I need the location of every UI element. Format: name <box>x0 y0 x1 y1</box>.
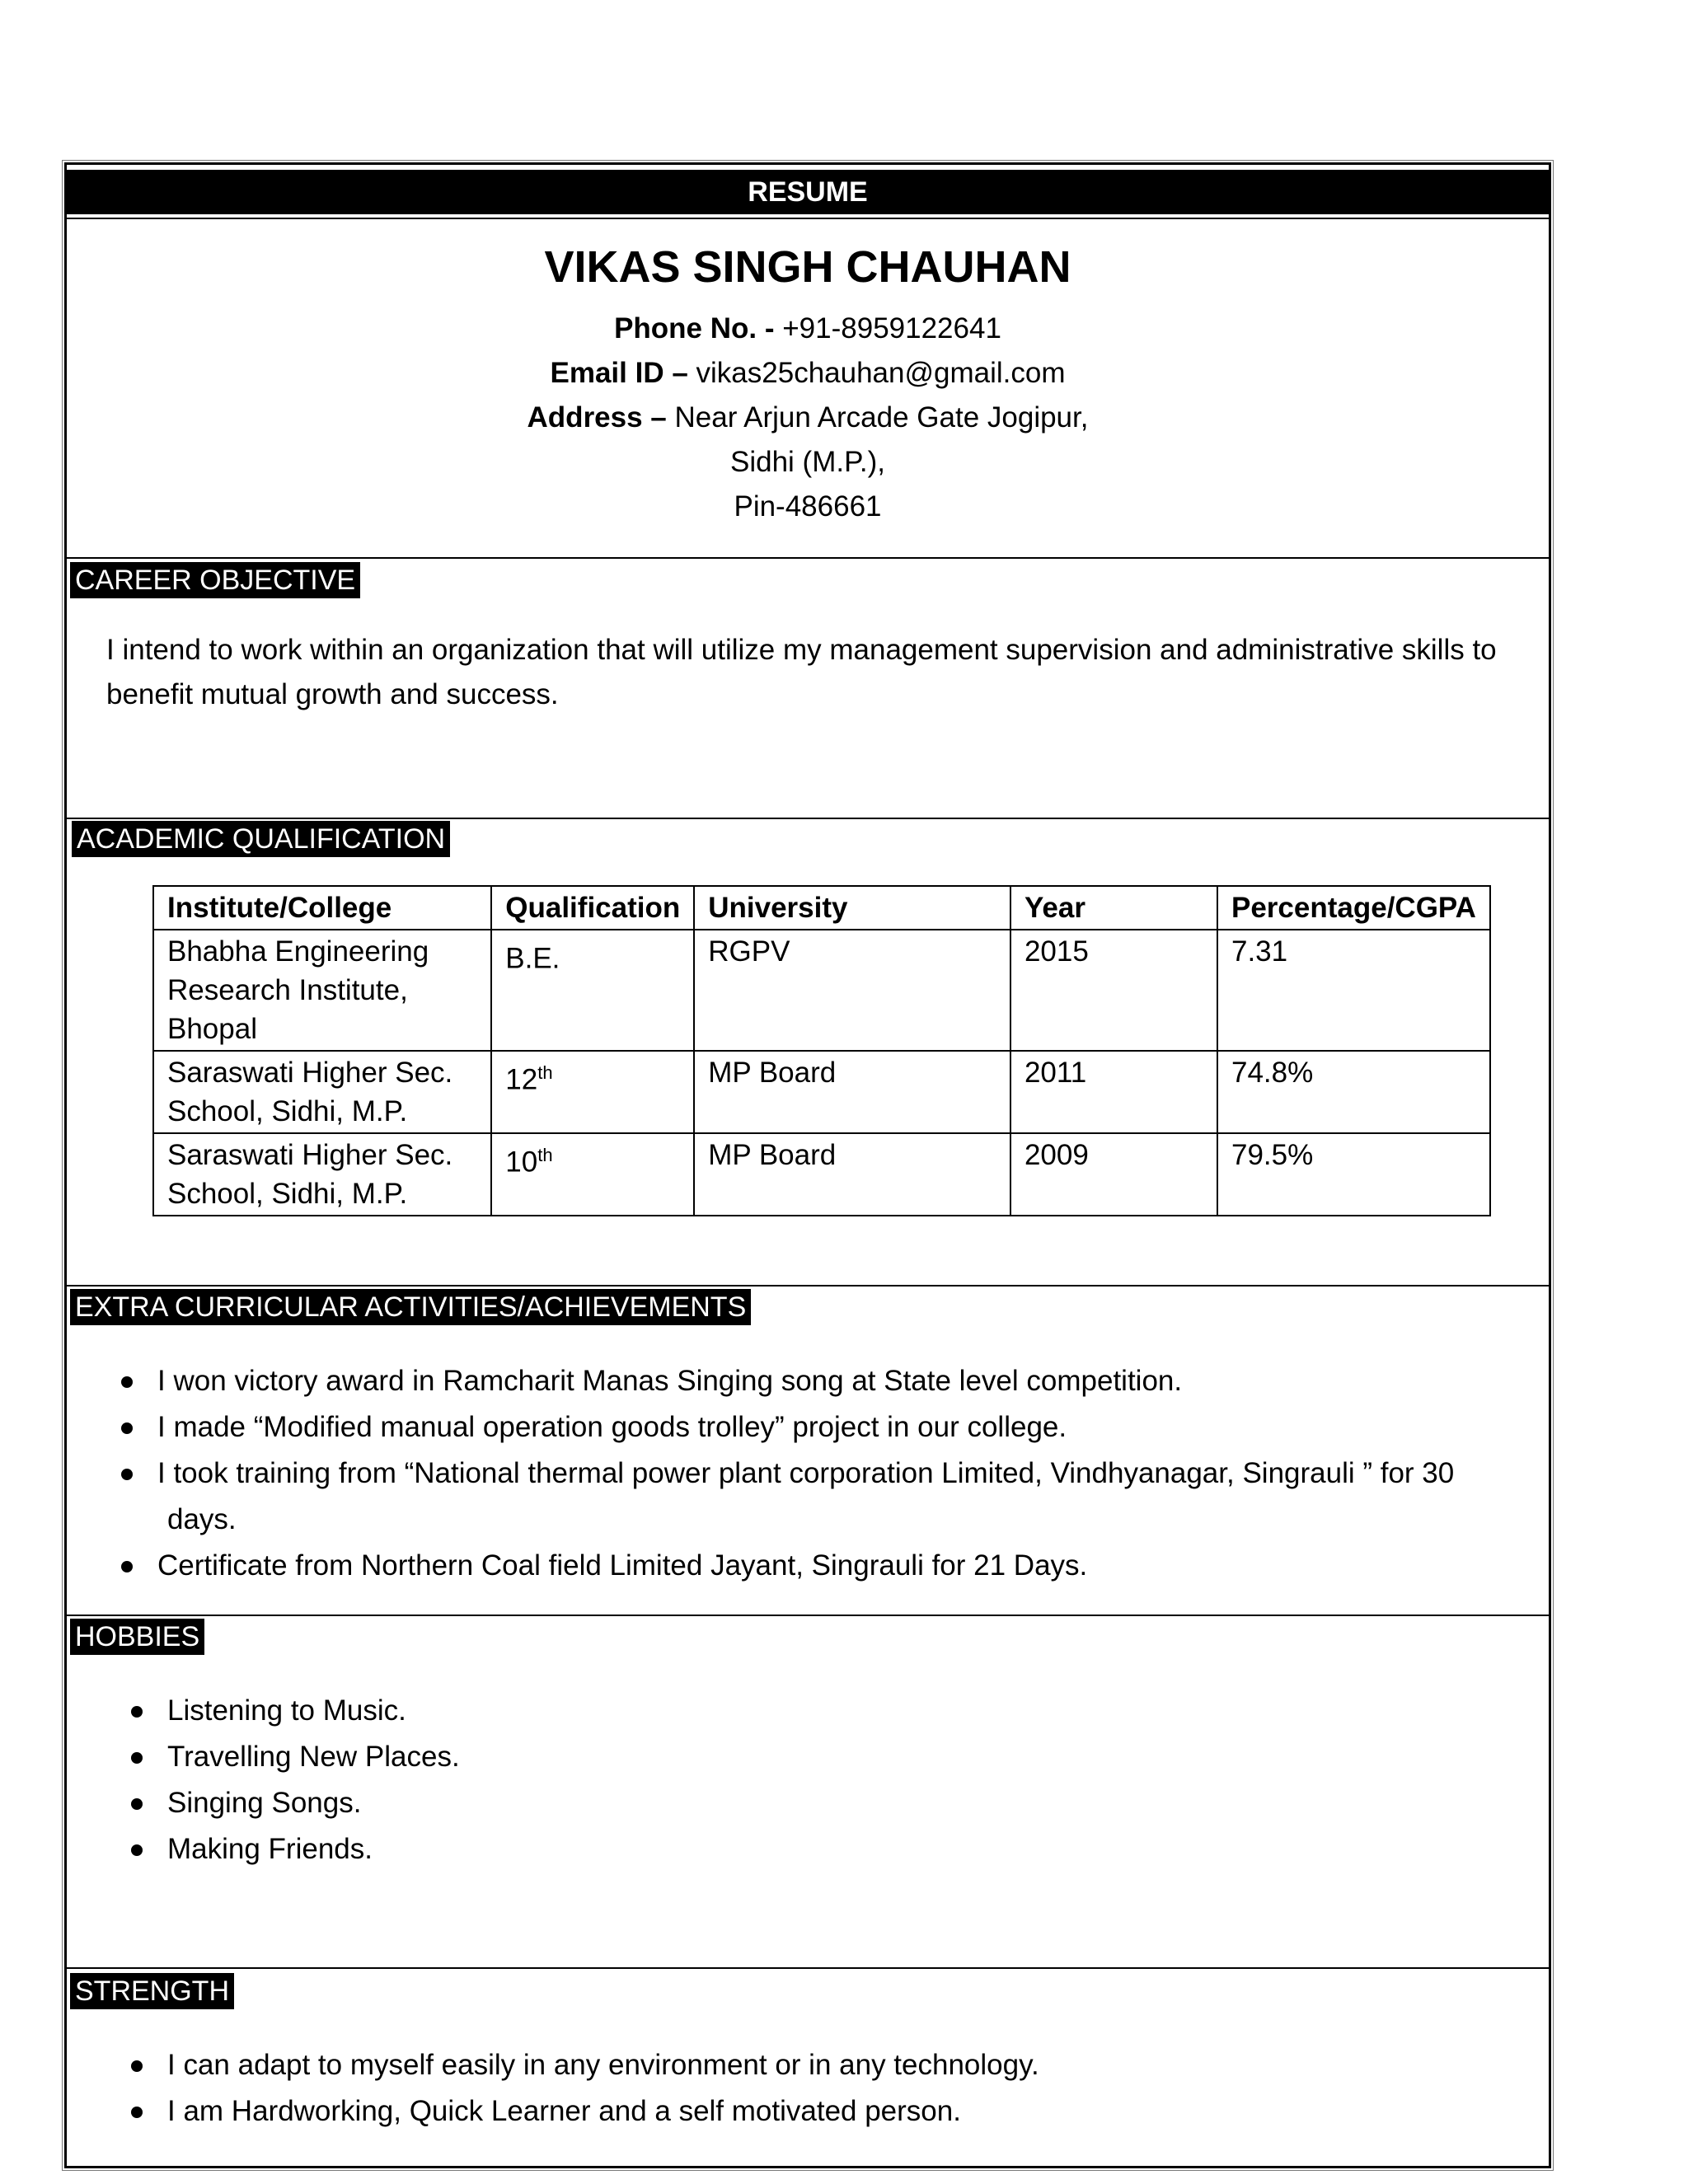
cell-institute: Saraswati Higher Sec. School, Sidhi, M.P. <box>153 1051 491 1133</box>
resume-frame <box>64 162 1551 2168</box>
hobbies-heading: HOBBIES <box>70 1619 204 1655</box>
address-label: Address – <box>527 401 667 434</box>
address-value: Near Arjun Arcade Gate Jogipur, <box>666 401 1089 434</box>
cell-university: MP Board <box>694 1051 1010 1133</box>
phone-value: +91-8959122641 <box>774 312 1001 344</box>
cell-score: 74.8% <box>1217 1051 1490 1133</box>
career-objective-heading: CAREER OBJECTIVE <box>70 562 360 598</box>
section-rule <box>67 1967 1549 1969</box>
address-pin: Pin-486661 <box>734 490 882 523</box>
section-rule <box>67 1615 1549 1616</box>
extra-curricular-list <box>67 1358 1542 1589</box>
list-item: Listening to Music. <box>77 1688 1536 1734</box>
cell-institute: Bhabha Engineering Research Institute, Bhopal <box>153 930 491 1051</box>
cell-university: RGPV <box>694 930 1010 1051</box>
col-header-year: Year <box>1010 886 1217 930</box>
list-item: I can adapt to myself easily in any environment or in any technology. <box>77 2042 1536 2088</box>
col-header-institute: Institute/College <box>153 886 491 930</box>
email-label: Email ID – <box>550 357 688 389</box>
email-value: vikas25chauhan@gmail.com <box>687 357 1066 389</box>
hobbies-list <box>77 1688 1536 1872</box>
cell-score: 7.31 <box>1217 930 1490 1051</box>
extra-curricular-heading: EXTRA CURRICULAR ACTIVITIES/ACHIEVEMENTS <box>70 1289 751 1325</box>
section-rule <box>67 557 1549 559</box>
table-row <box>153 1051 1490 1133</box>
list-item: Travelling New Places. <box>77 1734 1536 1780</box>
table-row <box>153 1133 1490 1216</box>
cell-institute: Saraswati Higher Sec. School, Sidhi, M.P. <box>153 1133 491 1216</box>
phone-label: Phone No. - <box>614 312 775 344</box>
academic-heading: ACADEMIC QUALIFICATION <box>72 821 450 857</box>
list-item: I am Hardworking, Quick Learner and a self motivated person. <box>77 2088 1536 2135</box>
candidate-name: VIKAS SINGH CHAUHAN <box>544 242 1071 292</box>
strength-heading: STRENGTH <box>70 1973 234 2009</box>
address-city: Sidhi (M.P.), <box>729 446 886 478</box>
section-rule <box>67 1285 1549 1286</box>
col-header-qualification: Qualification <box>491 886 694 930</box>
list-item: Singing Songs. <box>77 1780 1536 1826</box>
cell-qualification: 12th <box>491 1051 694 1133</box>
col-header-university: University <box>694 886 1010 930</box>
cell-qualification: 10th <box>491 1133 694 1216</box>
col-header-percentage: Percentage/CGPA <box>1217 886 1490 930</box>
list-item: I took training from “National thermal power plant corporation Limited, Vindhyanagar, Singrauli ” for 30 days. <box>67 1451 1542 1543</box>
academic-table <box>152 885 1491 1216</box>
section-rule <box>67 818 1549 819</box>
banner-rule <box>67 218 1549 219</box>
cell-year: 2015 <box>1010 930 1217 1051</box>
table-row <box>153 930 1490 1051</box>
list-item: Certificate from Northern Coal field Limited Jayant, Singrauli for 21 Days. <box>67 1543 1542 1589</box>
cell-year: 2009 <box>1010 1133 1217 1216</box>
cell-score: 79.5% <box>1217 1133 1490 1216</box>
email-line <box>67 351 1549 396</box>
resume-banner: RESUME <box>67 170 1549 214</box>
career-objective-text: I intend to work within an organization that will utilize my management supervision and administrative skills to benefit mutual growth and success. <box>106 634 1497 710</box>
table-header-row <box>153 886 1490 930</box>
list-item: I made “Modified manual operation goods trolley” project in our college. <box>67 1404 1542 1451</box>
cell-qualification: B.E. <box>491 930 694 1051</box>
address-line <box>67 396 1549 440</box>
strength-list <box>77 2042 1536 2135</box>
phone-line <box>67 307 1549 351</box>
list-item: I won victory award in Ramcharit Manas Singing song at State level competition. <box>67 1358 1542 1404</box>
list-item: Making Friends. <box>77 1826 1536 1872</box>
cell-university: MP Board <box>694 1133 1010 1216</box>
cell-year: 2011 <box>1010 1051 1217 1133</box>
